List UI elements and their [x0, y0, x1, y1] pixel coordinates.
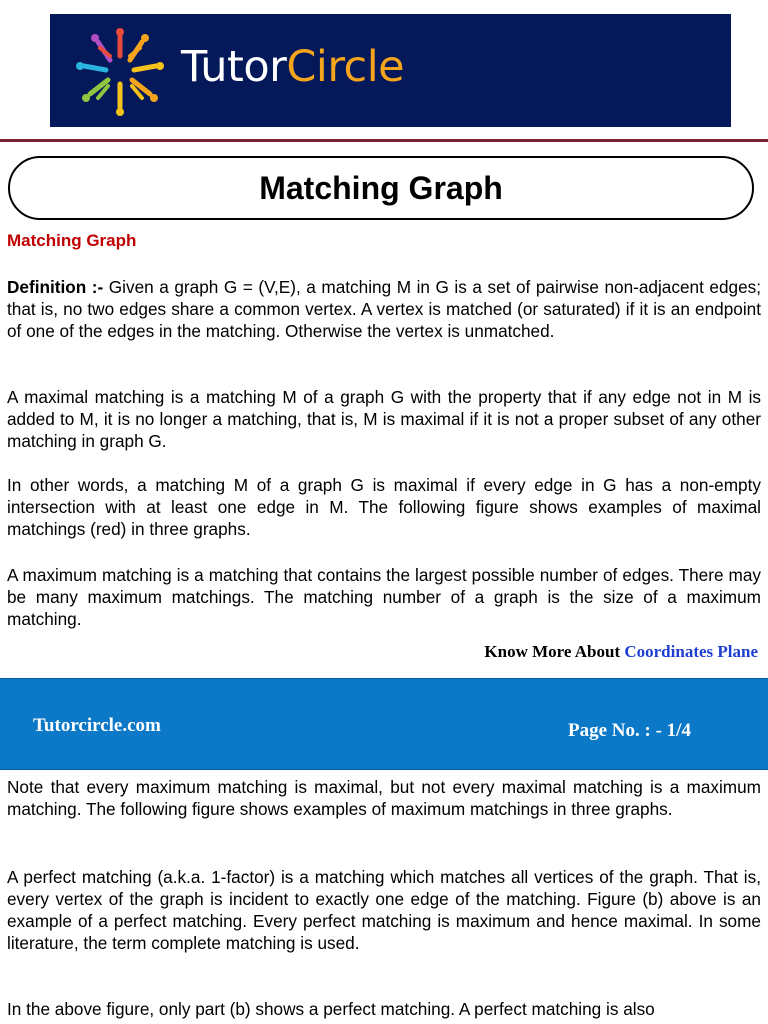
paragraph-maximum: A maximum matching is a matching that contains the largest possible number of edges. There may be many maximum matchings. The matching number of a graph is the size of a maximum matching.	[7, 565, 761, 629]
definition-label: Definition :-	[7, 277, 104, 297]
footer-site-link[interactable]: Tutorcircle.com	[33, 715, 161, 736]
paragraph-perfect: A perfect matching (a.k.a. 1-factor) is a matching which matches all vertices of the graph. That is, every vertex of the graph is incident to exactly one edge of the matching. Figure (b) above is an example of a perfect matching. Every perfect matching is maximum and hence maximal. In some literature, the term complete matching is used.	[7, 867, 761, 953]
people-circle-logo-icon	[70, 26, 170, 116]
header-divider	[0, 139, 768, 142]
coordinates-plane-link[interactable]: Coordinates Plane	[624, 642, 758, 661]
paragraph-other-words: In other words, a matching M of a graph G is maximal if every edge in G has a non-empty intersection with at least one edge in M. The following figure shows examples of maximal matchings (red) in three graphs.	[7, 475, 761, 539]
paragraph-note: Note that every maximum matching is maximal, but not every maximal matching is a maximum matching. The following figure shows examples of maximum matchings in three graphs.	[7, 777, 761, 819]
know-more-line	[484, 642, 758, 662]
page-number: Page No. : - 1/4	[568, 720, 691, 741]
definition-paragraph	[7, 276, 761, 342]
know-more-prefix: Know More About	[484, 642, 625, 661]
header-banner	[50, 14, 731, 127]
paragraph-maximal: A maximal matching is a matching M of a graph G with the property that if any edge not in M is added to M, it is no longer a matching, that is, M is maximal if it is not a proper subset of any other matching in graph G.	[7, 387, 761, 451]
logo-word-tutor: Tutor	[181, 42, 287, 92]
section-heading: Matching Graph	[7, 231, 137, 250]
title-box	[8, 156, 754, 220]
logo-wordmark	[181, 42, 405, 92]
paragraph-above-figure: In the above figure, only part (b) shows a perfect matching. A perfect matching is also	[7, 999, 655, 1019]
page-title: Matching Graph	[259, 169, 503, 206]
logo-word-circle: Circle	[286, 42, 405, 92]
definition-text: Given a graph G = (V,E), a matching M in G is a set of pairwise non-adjacent edges; that is, no two edges share a common vertex. A vertex is matched (or saturated) if it is an endpoint of one of the edges in the matching. Otherwise the vertex is unmatched.	[7, 277, 762, 341]
